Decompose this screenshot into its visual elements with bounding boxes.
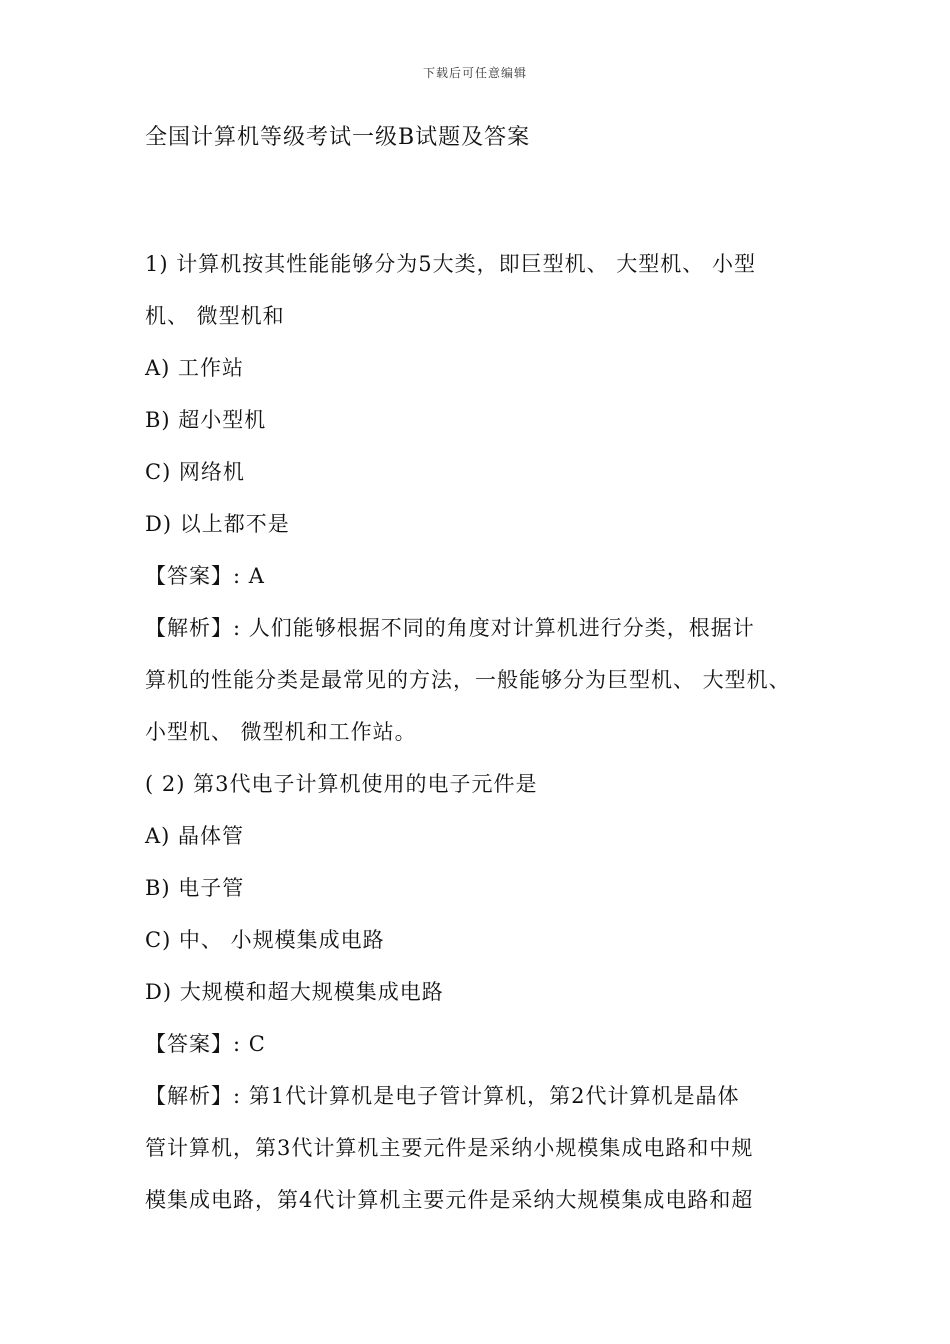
- option-b: B) 超小型机: [145, 408, 267, 432]
- document-title: 全国计算机等级考试一级B试题及答案: [145, 125, 531, 150]
- option-a: A) 工作站: [145, 356, 245, 380]
- answer: 【答案】: A: [145, 564, 265, 588]
- analysis-line: 算机的性能分类是最常见的方法，一般能够分为巨型机、 大型机、: [145, 668, 791, 692]
- document-body: [145, 238, 825, 1226]
- question-1: [145, 238, 825, 758]
- question-stem-line: 机、 微型机和: [145, 304, 285, 328]
- question-2: [145, 758, 825, 1226]
- analysis-line: 小型机、 微型机和工作站。: [145, 720, 417, 744]
- analysis-line: 【解析】: 人们能够根据不同的角度对计算机进行分类，根据计: [145, 616, 755, 640]
- analysis-line: 【解析】: 第1代计算机是电子管计算机，第2代计算机是晶体: [145, 1084, 740, 1108]
- option-c: C) 中、 小规模集成电路: [145, 928, 385, 952]
- option-c: C) 网络机: [145, 460, 245, 484]
- option-d: D) 大规模和超大规模集成电路: [145, 980, 444, 1004]
- option-b: B) 电子管: [145, 876, 245, 900]
- question-stem-line: ( 2) 第3代电子计算机使用的电子元件是: [145, 772, 538, 796]
- header-note: 下载后可任意编辑: [422, 66, 527, 80]
- option-d: D) 以上都不是: [145, 512, 290, 536]
- analysis-line: 管计算机，第3代计算机主要元件是采纳小规模集成电路和中规: [145, 1136, 754, 1160]
- option-a: A) 晶体管: [145, 824, 245, 848]
- question-stem-line: 1) 计算机按其性能能够分为5大类，即巨型机、 大型机、 小型: [145, 252, 756, 276]
- analysis-line: 模集成电路，第4代计算机主要元件是采纳大规模集成电路和超: [145, 1188, 754, 1212]
- answer: 【答案】: C: [145, 1032, 266, 1056]
